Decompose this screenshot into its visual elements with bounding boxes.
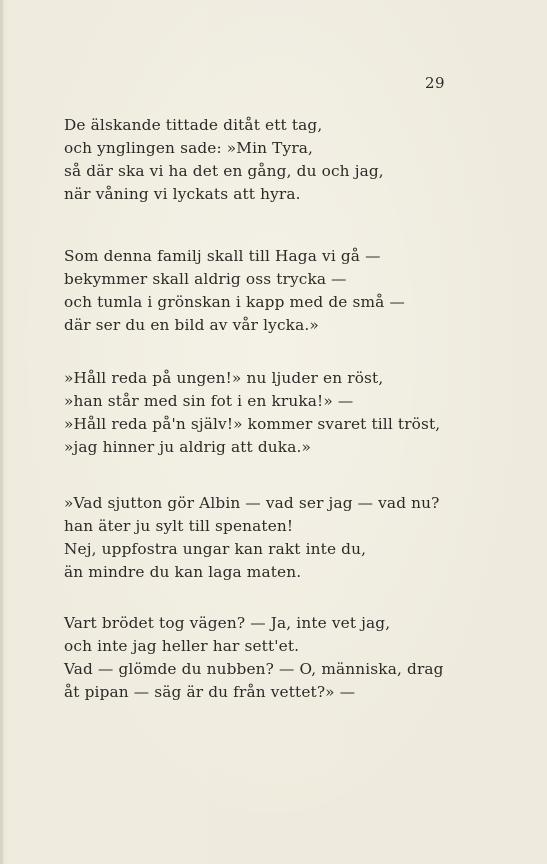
poem-line: där ser du en bild av vår lycka.» (64, 316, 319, 334)
poem-line: och inte jag heller har sett'et. (64, 637, 300, 655)
stanza-4 (64, 492, 440, 584)
poem-line: De älskande tittade ditåt ett tag, (64, 116, 323, 134)
poem-line: »Vad sjutton gör Albin — vad ser jag — vad nu? (64, 494, 440, 512)
poem-line: Nej, uppfostra ungar kan rakt inte du, (64, 540, 367, 558)
poem-line: »jag hinner ju aldrig att duka.» (64, 438, 312, 456)
poem-line: Som denna familj skall till Haga vi gå — (64, 247, 381, 265)
page-edge (0, 0, 3, 864)
poem-line: »Håll reda på'n själv!» kommer svaret till tröst, (64, 415, 441, 433)
stanza-1 (64, 114, 384, 206)
poem-line: Vad — glömde du nubben? — O, människa, drag (64, 660, 444, 678)
poem-line: än mindre du kan laga maten. (64, 563, 302, 581)
poem-line: Vart brödet tog vägen? — Ja, inte vet jag, (64, 614, 391, 632)
poem-line: och tumla i grönskan i kapp med de små — (64, 293, 405, 311)
poem-line: när våning vi lyckats att hyra. (64, 185, 301, 203)
poem-line: »Håll reda på ungen!» nu ljuder en röst, (64, 369, 384, 387)
poem-line: och ynglingen sade: »Min Tyra, (64, 139, 314, 157)
page-number: 29 (425, 74, 446, 92)
stanza-3 (64, 367, 440, 459)
poem-line: åt pipan — säg är du från vettet?» — (64, 683, 356, 701)
poem-line: bekymmer skall aldrig oss trycka — (64, 270, 347, 288)
poem-line: så där ska vi ha det en gång, du och jag, (64, 162, 384, 180)
poem-line: »han står med sin fot i en kruka!» — (64, 392, 354, 410)
poem-line: han äter ju sylt till spenaten! (64, 517, 294, 535)
stanza-5 (64, 612, 444, 704)
stanza-2 (64, 245, 405, 337)
